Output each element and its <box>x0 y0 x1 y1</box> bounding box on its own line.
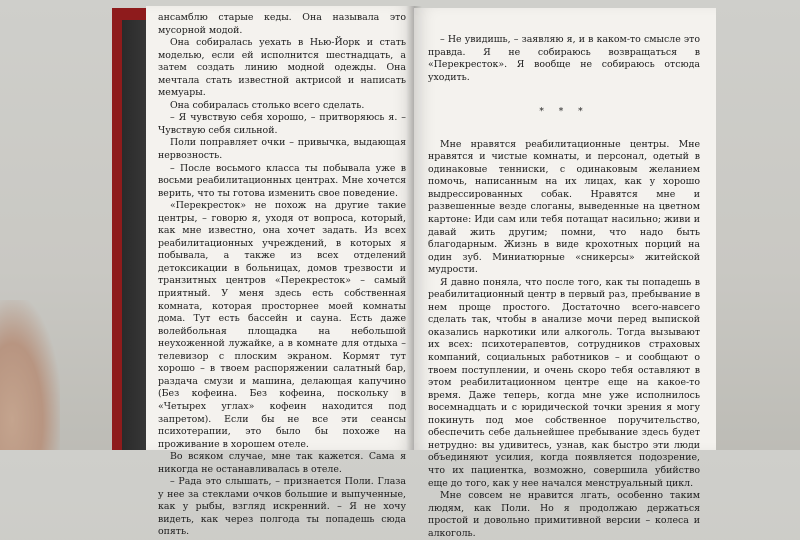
left-page-text <box>158 12 406 539</box>
hand-holding-book <box>0 300 60 450</box>
paragraph: Мне совсем не нравится лгать, особенно таким людям, как Поли. Но я продолжаю держаться простой и довольно примитивной версии – колеса и алкоголь. <box>428 490 700 539</box>
paragraph: – Не увидишь, – заявляю я, и в каком-то смысле это правда. Я не собираюсь возвращаться в «Перекресток». Я вообще не собираюсь отсюда уходить. <box>428 34 700 83</box>
paragraph: Мне нравятся реабилитационные центры. Мне нравятся и чистые комнаты, и персонал, одетый в одинаковые тенниски, с одинаковым желанием помочь, написанным на их лицах, как у хорошо выдрессированных собак. Нравятся мне и развешенные везде слоганы, выведенные на цветном картоне: Иди сам или тебя потащат насильно; живи и давай жить другим; помни, что надо быть благодарным. Жизнь в виде крохотных порций на один зуб. Миниатюрные «сникерсы» житейской мудрости. <box>428 138 700 276</box>
paragraph: Я давно поняла, что после того, как ты попадешь в реабилитационный центр в первый раз, пребывание в нем проще простого. Достаточно всего-навсего сделать так, чтобы в анализе мочи перед выпиской оказались наркотики или алкоголь. Тогда вызывают их всех: психотерапевтов, сотрудников страховых компаний, социальных работников – и сообщают о твоем поступлении, и очень скоро тебя оставляют в этом реабилитационном центре еще на какое-то время. Даже теперь, когда мне уже исполнилось восемнадцать и с юридической точки зрения я могу покинуть под мое собственное поручительство, обеспечить себе дальнейшее пребывание здесь будет нетрудно: вы удивитесь, узнав, как быстро эти люди объединяют усилия, когда появляется подозрение, что их пациентка, возможно, совершила убийство еще до того, как у нее начался менструальный цикл. <box>428 276 700 489</box>
paragraph: ансамблю старые кеды. Она называла это мусорной модой. <box>158 12 406 36</box>
paragraph: Она собиралась уехать в Нью-Йорк и стать моделью, если ей исполнится шестнадцать, а затем создать линию модной одежды. Она мечтала стать известной актрисой и написать мемуары. <box>158 37 406 99</box>
right-page <box>414 8 716 539</box>
left-page <box>146 6 414 538</box>
paragraph: – Рада это слышать, – признается Поли. Глаза у нее за стеклами очков большие и выпученные, как у рыбы, взгляд искренний. – Я не хочу видеть, как через полгода ты попадешь сюда опять. <box>158 476 406 538</box>
paragraph: Во всяком случае, мне так кажется. Сама я никогда не останавливалась в отеле. <box>158 451 406 475</box>
paragraph: – После восьмого класса ты побывала уже в восьми реабилитационных центрах. Мне хочется верить, что ты готова изменить свое поведение. <box>158 162 406 199</box>
section-break: * * * <box>539 107 589 118</box>
paragraph: Поли поправляет очки – привычка, выдающая нервозность. <box>158 137 406 162</box>
paragraph: Она собиралась столько всего сделать. <box>170 99 365 111</box>
paragraph: «Перекресток» не похож на другие такие центры, – говорю я, уходя от вопроса, который, как мне известно, она хочет задать. Из всех реабилитационных учреждений, в которых я побывала, а также из всех отделений детоксикации в больницах, домов трезвости и транзитных центров «Перекресток» – самый приятный. У меня здесь есть собственная комната, которая просторнее моей комнаты дома. Тут есть бассейн и сауна. Есть даже волейбольная площадка на небольшой неухоженной лужайке, а в комнате для отдыха – телевизор с плоским экраном. Кормят тут хорошо – в твоем распоряжении салатный бар, раздача смузи и машина, делающая капучино (Без кофеина. Без кофеина, поскольку в «Четырех углах» кофеин находится под запретом). Если бы не все эти сеансы психотерапии, это было бы похоже на проживание в хорошем отеле. <box>158 200 406 450</box>
right-page-text <box>428 34 700 540</box>
paragraph: – Я чувствую себя хорошо, – притворяюсь я. – Чувствую себя сильной. <box>158 112 406 136</box>
